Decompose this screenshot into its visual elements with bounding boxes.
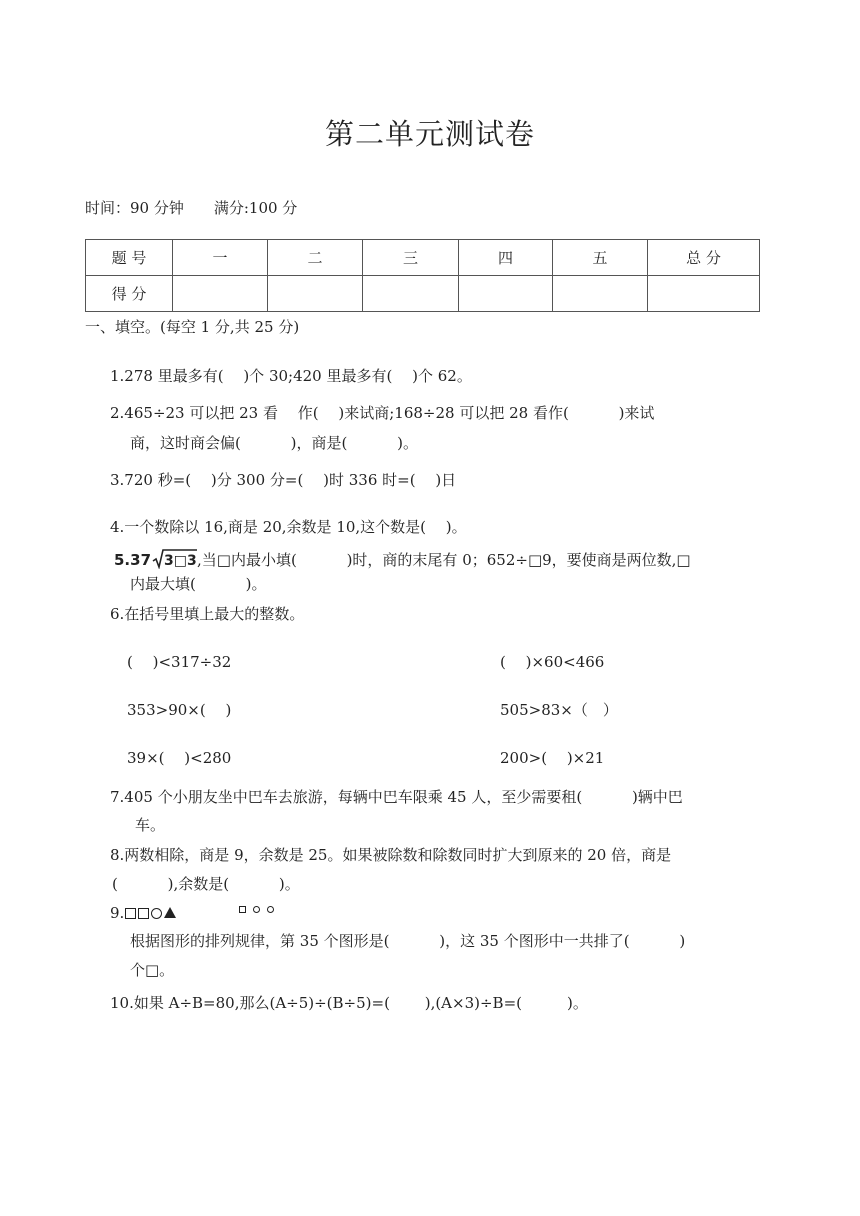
question-2-line-1: 2.465÷23 可以把 23 看 作( )来试商;168÷28 可以把 28 看作( )来试 bbox=[110, 404, 655, 422]
q6-item: 39×( )<280 bbox=[127, 749, 232, 767]
question-8-line-1: 8.两数相除，商是 9，余数是 25。如果被除数和除数同时扩大到原来的 20 倍，商是 bbox=[110, 846, 672, 864]
column-1: 一 bbox=[173, 240, 268, 276]
circle-shape bbox=[267, 906, 274, 913]
question-9-line-2: 个□。 bbox=[130, 961, 175, 979]
square-shape bbox=[138, 908, 149, 919]
section-heading: 一、填空。(每空 1 分,共 25 分) bbox=[85, 318, 300, 336]
score-table-header-row bbox=[86, 240, 760, 276]
question-5-line-1 bbox=[114, 549, 691, 569]
q6-item: 353>90×( ) bbox=[127, 701, 232, 719]
long-division-radicand: 3□3 bbox=[164, 553, 197, 569]
question-4: 4.一个数除以 16,商是 20,余数是 10,这个数是( )。 bbox=[110, 518, 467, 536]
question-9-line-1: 根据图形的排列规律，第 35 个图形是( )，这 35 个图形中一共排了( ) bbox=[130, 932, 686, 950]
square-shape bbox=[239, 906, 246, 913]
score-cell[interactable] bbox=[363, 276, 459, 312]
triangle-shape bbox=[164, 907, 176, 918]
pattern-continuation bbox=[238, 900, 275, 915]
exam-meta bbox=[85, 201, 297, 216]
question-7-line-2: 车。 bbox=[135, 816, 166, 834]
question-9-pattern bbox=[110, 906, 177, 921]
q6-item: 505>83×（ ） bbox=[500, 701, 618, 719]
question-5-number: 5.37 bbox=[114, 551, 152, 569]
square-shape bbox=[125, 908, 136, 919]
question-3: 3.720 秒=( )分 300 分=( )时 336 时=( )日 bbox=[110, 471, 457, 489]
circle-shape bbox=[151, 908, 162, 919]
circle-shape bbox=[253, 906, 260, 913]
column-4: 四 bbox=[459, 240, 553, 276]
q6-item: ( )<317÷32 bbox=[127, 653, 232, 671]
question-5-line-2: 内最大填( )。 bbox=[130, 575, 267, 593]
score-label: 得 分 bbox=[86, 276, 173, 312]
column-2: 二 bbox=[268, 240, 363, 276]
question-9-number: 9. bbox=[110, 904, 125, 922]
question-10: 10.如果 A÷B=80,那么(A÷5)÷(B÷5)=( ),(A×3)÷B=( )。 bbox=[110, 994, 588, 1012]
score-table bbox=[85, 239, 760, 312]
q6-item: 200>( )×21 bbox=[500, 749, 605, 767]
question-6: 6.在括号里填上最大的整数。 bbox=[110, 605, 305, 623]
score-cell[interactable] bbox=[459, 276, 553, 312]
column-5: 五 bbox=[553, 240, 648, 276]
score-cell[interactable] bbox=[268, 276, 363, 312]
q6-item: ( )×60<466 bbox=[500, 653, 605, 671]
column-3: 三 bbox=[363, 240, 459, 276]
question-1: 1.278 里最多有( )个 30;420 里最多有( )个 62。 bbox=[110, 367, 472, 385]
score-table-score-row bbox=[86, 276, 760, 312]
score-cell[interactable] bbox=[173, 276, 268, 312]
score-cell[interactable] bbox=[553, 276, 648, 312]
question-5-text: ,当□内最小填( )时，商的末尾有 0；652÷□9，要使商是两位数,□ bbox=[197, 551, 691, 569]
question-8-line-2: ( ),余数是( )。 bbox=[112, 875, 300, 893]
question-2-line-2: 商，这时商会偏( )，商是( )。 bbox=[130, 434, 418, 452]
page-title: 第二单元测试卷 bbox=[324, 117, 535, 151]
score-cell[interactable] bbox=[648, 276, 760, 312]
question-7-line-1: 7.405 个小朋友坐中巴车去旅游，每辆中巴车限乘 45 人，至少需要租( )辆中巴 bbox=[110, 788, 683, 806]
full-score: 满分:100 分 bbox=[213, 199, 298, 217]
question-number-label: 题 号 bbox=[86, 240, 173, 276]
time-limit: 时间：90 分钟 bbox=[85, 199, 184, 217]
column-total: 总 分 bbox=[648, 240, 760, 276]
long-division-sign bbox=[151, 549, 197, 569]
